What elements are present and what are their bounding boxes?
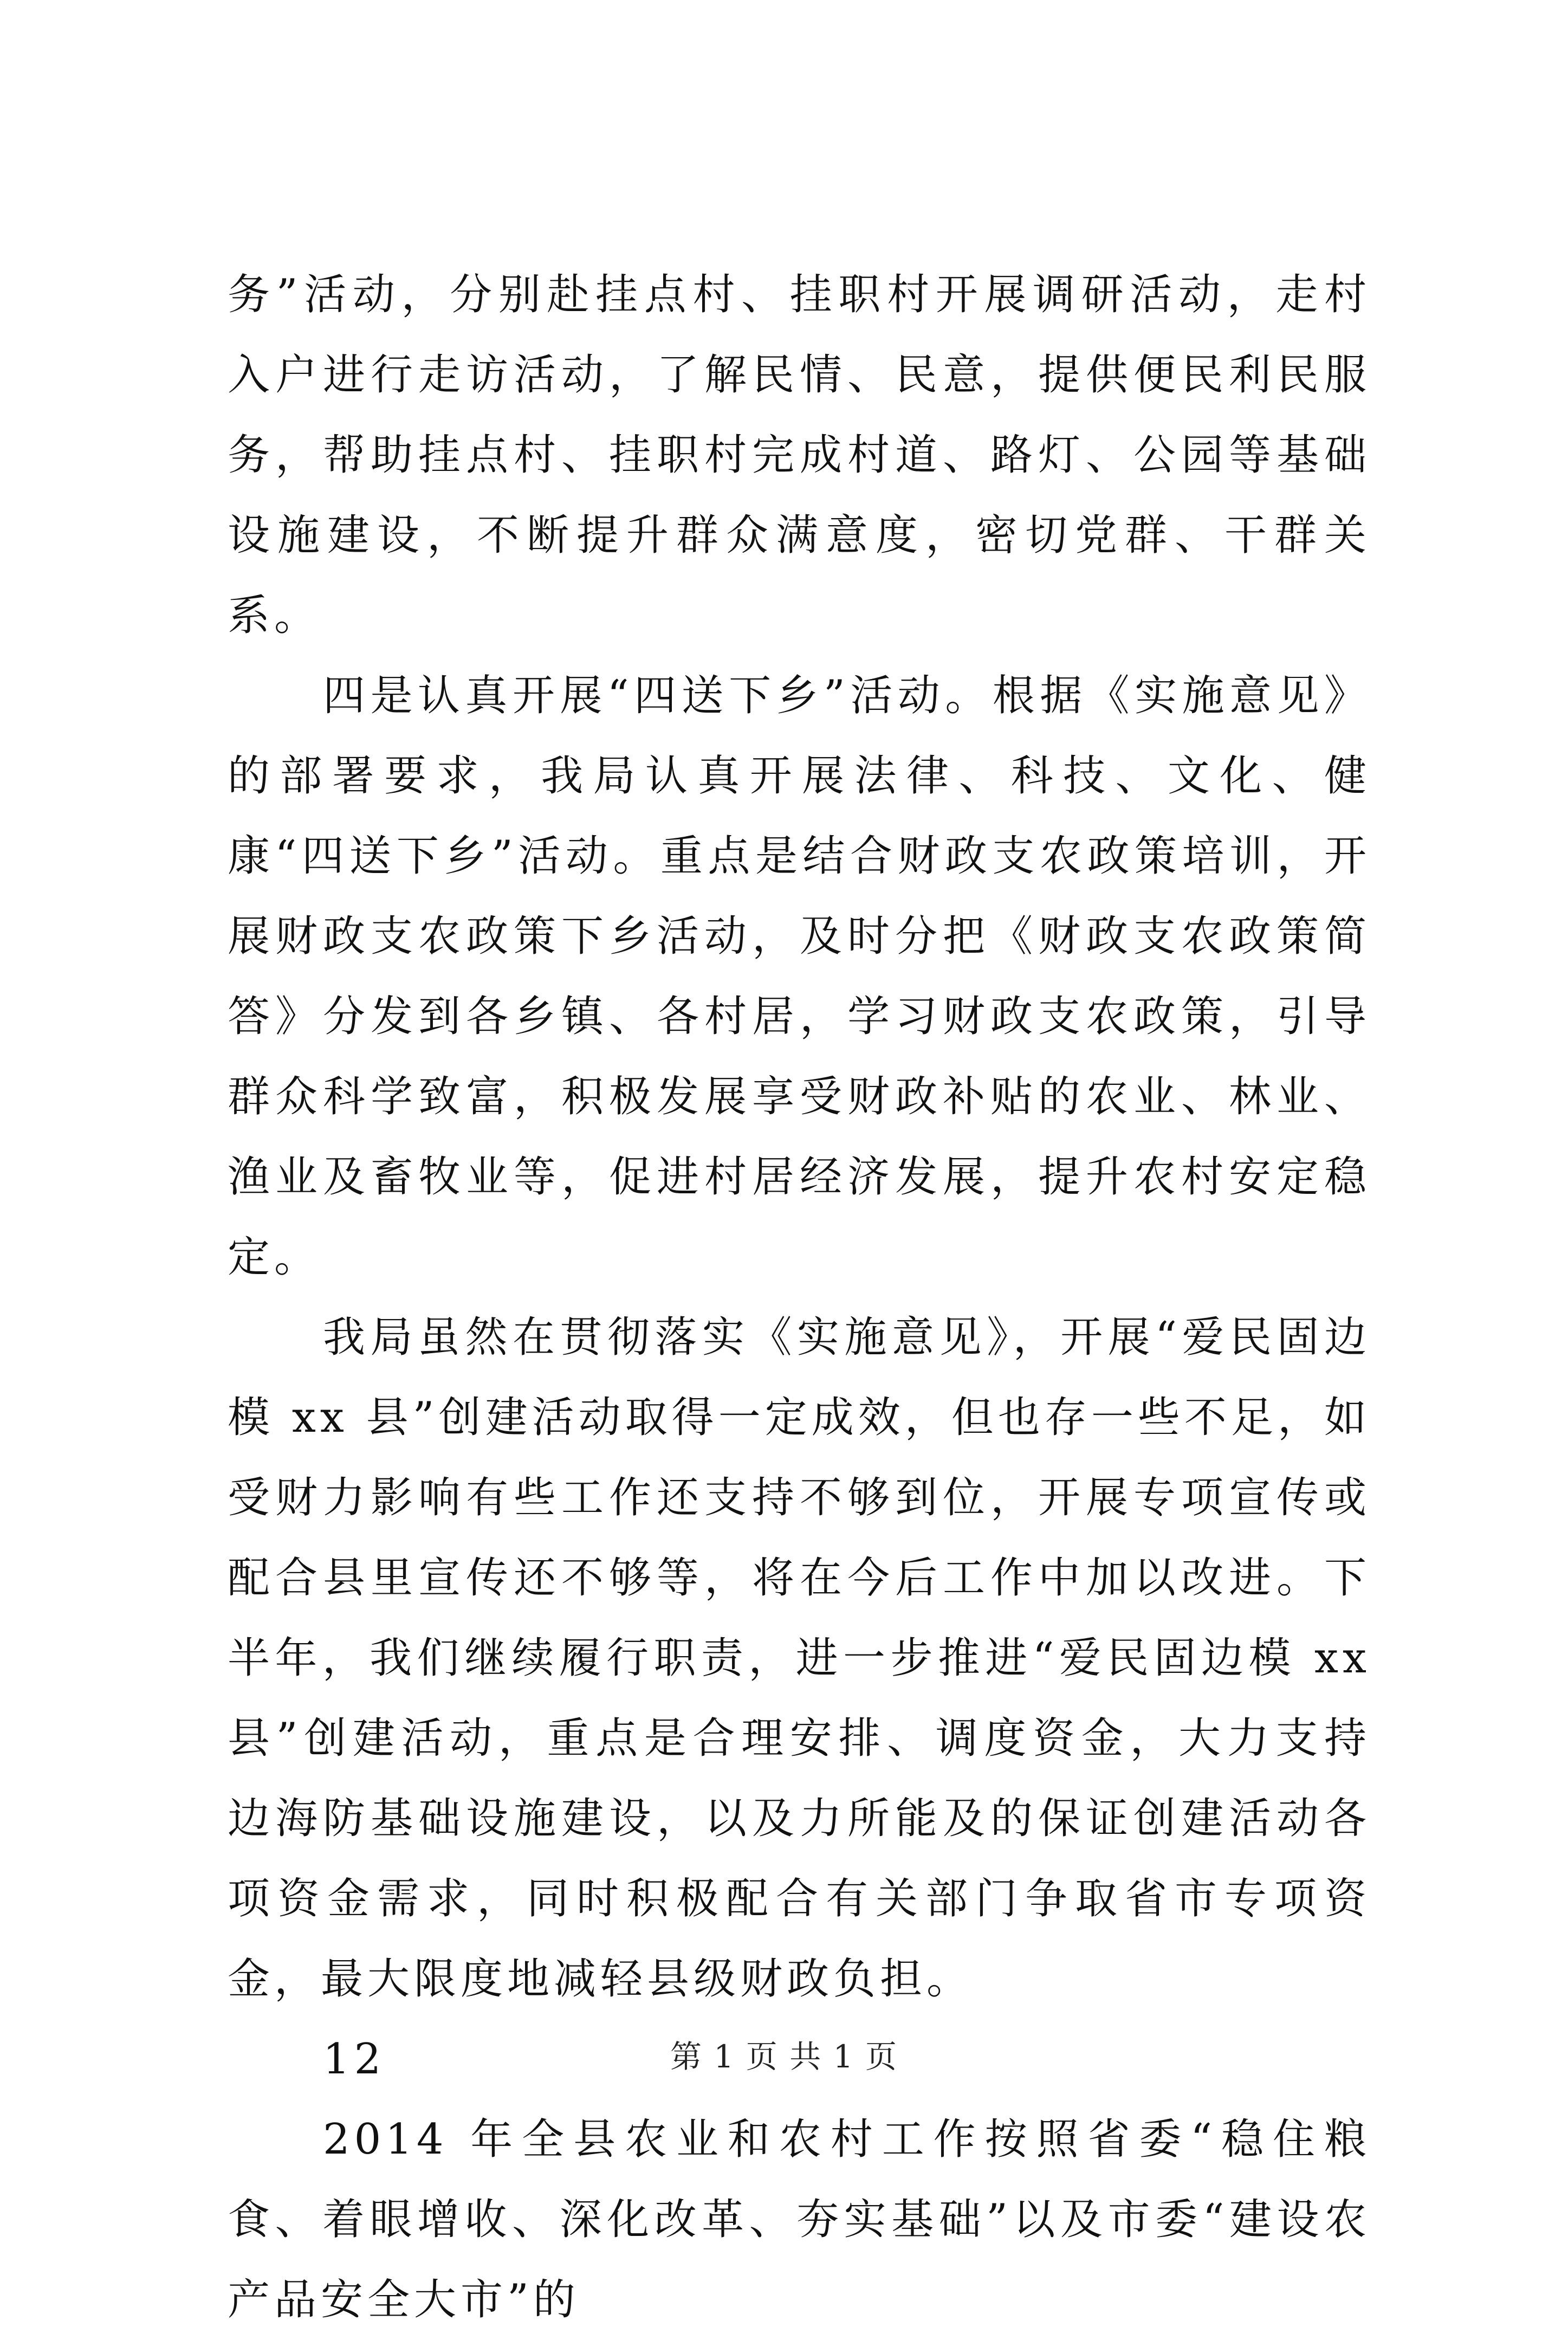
paragraph-number: 12 bbox=[323, 2035, 386, 2084]
paragraph-four-deliveries: 四是认真开展“四送下乡”活动。根据《实施意见》的部署要求，我局认真开展法律、科技、文化、健康“四送下乡”活动。重点是结合财政支农政策培训，开展财政支农政策下乡活动，及时分把《财政支农政策简答》分发到各乡镇、各村居，学习财政支农政策，引导群众科学致富，积极发展享受财政补贴的农业、林业、渔业及畜牧业等，促进村居经济发展，提升农村安定稳定。 bbox=[228, 671, 1371, 1282]
document-body bbox=[228, 255, 1371, 2340]
page-footer: 第 1 页 共 1 页 bbox=[670, 2038, 898, 2075]
paragraph-summary: 我局虽然在贯彻落实《实施意见》，开展“爱民固边模 xx 县”创建活动取得一定成效，但也存一些不足，如受财力影响有些工作还支持不够到位，开展专项宣传或配合县里宣传还不够等，将在今后工作中加以改进。下半年，我们继续履行职责，进一步推进“爱民固边模 xx 县”创建活动，重点是合理安排、调度资金，大力支持边海防基础设施建设，以及力所能及的保证创建活动各项资金需求，同时积极配合有关部门争取省市专项资金，最大限度地减轻县级财政负担。 bbox=[228, 1313, 1371, 2003]
paragraph-agriculture-2014: 2014 年全县农业和农村工作按照省委“稳住粮食、着眼增收、深化改革、夯实基础”以及市委“建设农产品安全大市”的 bbox=[228, 2115, 1371, 2324]
paragraph-continuation: 务”活动，分别赴挂点村、挂职村开展调研活动，走村入户进行走访活动，了解民情、民意，提供便民利民服务，帮助挂点村、挂职村完成村道、路灯、公园等基础设施建设，不断提升群众满意度，密切党群、干群关系。 bbox=[228, 270, 1371, 640]
